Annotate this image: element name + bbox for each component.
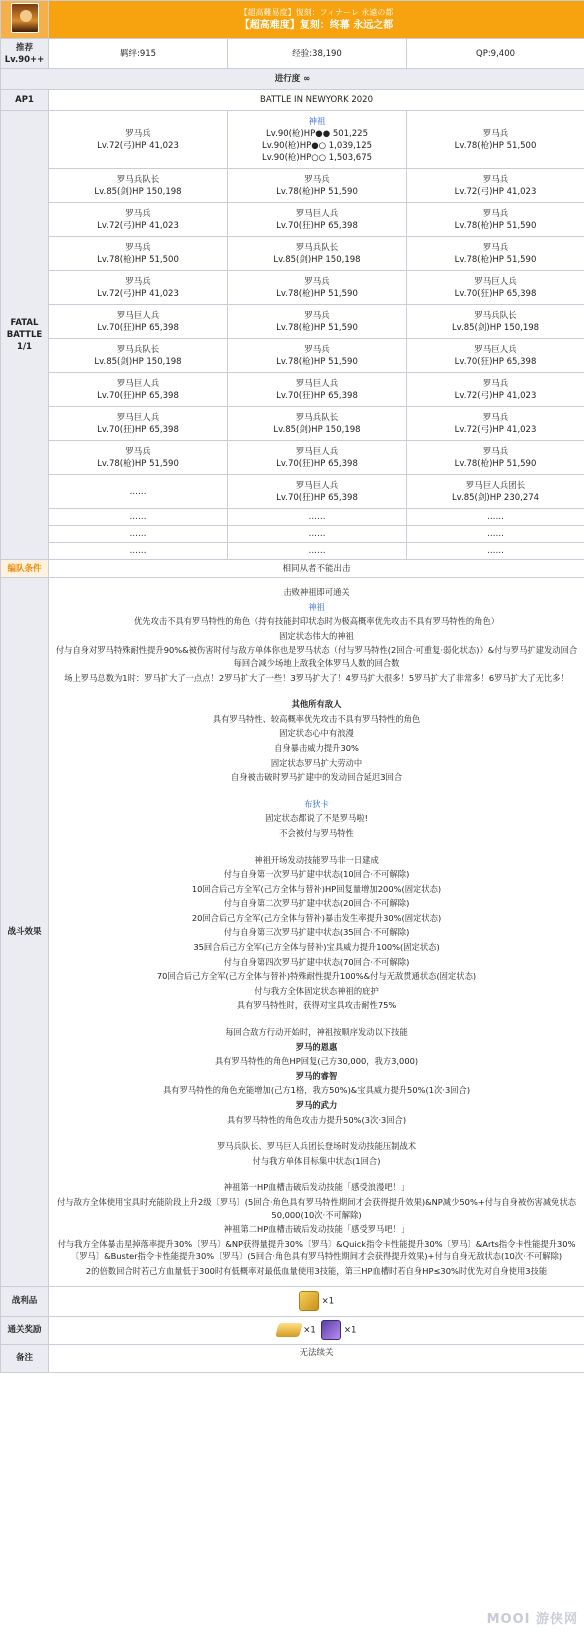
enemy-name: 罗马兵 bbox=[482, 412, 509, 423]
enemy-stats: Lv.78(枪)HP 51,590 bbox=[97, 458, 179, 469]
enemy-name: …… bbox=[129, 486, 147, 497]
enemy-stats: Lv.85(剑)HP 150,198 bbox=[94, 186, 182, 197]
enemy-cell bbox=[49, 441, 228, 475]
effect-line: 付与自身第三次罗马扩建中状态(35回合·不可解除) bbox=[223, 927, 410, 938]
effect-line: 罗马的武力 bbox=[295, 1100, 338, 1110]
progress-row bbox=[1, 69, 584, 90]
enemy-stats: Lv.72(弓)HP 41,023 bbox=[454, 424, 537, 435]
exp-value: 经验:38,190 bbox=[228, 39, 407, 69]
enemy-cell bbox=[407, 203, 584, 237]
recommend-level-label: 推荐 Lv.90++ bbox=[1, 39, 49, 69]
enemy-row bbox=[1, 339, 584, 373]
effect-line: 10回合后己方全军(己方全体与替补)HP回复量增加200%(固定状态) bbox=[191, 883, 442, 894]
placeholder-cell: …… bbox=[228, 509, 407, 526]
enemy-name: 罗马巨人兵 bbox=[295, 446, 339, 457]
enemy-stats: Lv.70(狂)HP 65,398 bbox=[276, 220, 358, 231]
effects-content bbox=[49, 578, 584, 1287]
enemy-name: 罗马兵 bbox=[125, 242, 151, 253]
enemy-row bbox=[1, 203, 584, 237]
enemy-cell bbox=[407, 441, 584, 475]
enemy-cell bbox=[49, 407, 228, 441]
enemy-stats: Lv.78(枪)HP 51,500 bbox=[97, 254, 179, 265]
effect-line: 场上罗马总数为1时：罗马扩大了一点点！2罗马扩大了一些！3罗马扩大了！4罗马扩大很多！5罗马扩大了非常多！6罗马扩大了无比多！ bbox=[64, 672, 569, 683]
enemy-name: 罗马巨人兵 bbox=[474, 276, 517, 287]
enemy-cell bbox=[407, 305, 584, 339]
enemy-name: 罗马巨人兵 bbox=[295, 480, 339, 491]
enemy-cell bbox=[407, 271, 584, 305]
enemy-cell bbox=[49, 169, 228, 203]
effect-line: 自身被击破时罗马扩建中的发动回合延迟3回合 bbox=[230, 772, 403, 783]
effect-spacer bbox=[53, 1128, 580, 1138]
effect-line: 固定状态心中有浪漫 bbox=[279, 728, 354, 739]
placeholder-cell: …… bbox=[49, 509, 228, 526]
enemy-name: 罗马兵 bbox=[125, 208, 151, 219]
formation-value: 相同从者不能出击 bbox=[49, 560, 584, 578]
enemy-cell bbox=[228, 373, 407, 407]
enemy-name: 罗马兵队长 bbox=[116, 174, 160, 185]
info-row bbox=[1, 39, 584, 69]
enemy-stats: Lv.70(狂)HP 65,398 bbox=[454, 356, 537, 367]
enemy-stats: Lv.72(弓)HP 41,023 bbox=[454, 390, 537, 401]
enemy-name: 罗马兵队长 bbox=[116, 344, 160, 355]
header-row bbox=[1, 1, 584, 39]
effect-line: 具有罗马特性时，获得对宝具攻击耐性75% bbox=[236, 1000, 397, 1011]
effect-line: 付与我方单体目标集中状态(1回合) bbox=[252, 1155, 381, 1166]
effect-line: 20回合后己方全军(己方全体与替补)暴击发生率提升30%(固定状态) bbox=[191, 912, 442, 923]
effect-line: 35回合后己方全军(己方全体与替补)宝具威力提升100%(固定状态) bbox=[193, 942, 440, 953]
rewards-value bbox=[49, 1316, 584, 1344]
placeholder-row bbox=[1, 526, 584, 543]
enemy-name: 罗马兵 bbox=[304, 344, 330, 355]
enemy-row bbox=[1, 407, 584, 441]
effect-line: 具有罗马特性的角色攻击力提升50%(3次·3回合) bbox=[226, 1114, 407, 1125]
effect-spacer bbox=[53, 842, 580, 852]
quest-title-cell bbox=[49, 1, 584, 39]
effect-spacer bbox=[53, 1169, 580, 1179]
enemy-stats: Lv.72(弓)HP 41,023 bbox=[97, 288, 179, 299]
battle-name: BATTLE IN NEWYORK 2020 bbox=[49, 90, 584, 111]
ap-row bbox=[1, 90, 584, 111]
effect-line: 付与我方全体暴击星掉落率提升30%〔罗马〕&NP获得量提升30%〔罗马〕&Quick指令卡性能提升30%〔罗马〕&Arts指令卡性能提升30%〔罗马〕&Buster指令卡性能提升30%〔罗马〕(5回合·角色具有罗马特性期间才会获得提升效果)+付与自身无敌状态(10次·不可解除) bbox=[57, 1238, 576, 1262]
enemy-row bbox=[1, 373, 584, 407]
effect-line: 击败神祖即可通关 bbox=[283, 587, 350, 597]
enemy-cell bbox=[228, 305, 407, 339]
qp-value: QP:9,400 bbox=[407, 39, 584, 69]
enemy-name: 罗马兵 bbox=[482, 174, 509, 185]
enemy-stats: Lv.72(弓)HP 41,023 bbox=[454, 186, 537, 197]
fatal-battle-label: FATAL BATTLE 1/1 bbox=[1, 111, 49, 560]
placeholder-cell: …… bbox=[49, 526, 228, 543]
enemy-stats: Lv.78(枪)HP 51,590 bbox=[276, 186, 358, 197]
enemy-stats: Lv.78(枪)HP 51,590 bbox=[276, 322, 358, 333]
enemy-stats: Lv.70(狂)HP 65,398 bbox=[276, 492, 358, 503]
enemy-cell bbox=[49, 373, 228, 407]
effect-line: 付与自身第二次罗马扩建中状态(20回合·不可解除) bbox=[223, 898, 410, 909]
enemy-row bbox=[1, 169, 584, 203]
enemy-cell bbox=[228, 271, 407, 305]
effect-line: 具有罗马特性的角色HP回复(己方30,000，我方3,000) bbox=[214, 1056, 419, 1067]
effect-line: 70回合后己方全军(己方全体与替补)特殊耐性提升100%&付与无敌贯通状态(固定状态) bbox=[156, 971, 477, 982]
effect-spacer bbox=[53, 1014, 580, 1024]
effect-line: 罗马兵队长、罗马巨人兵团长登场时发动技能压制战术 bbox=[216, 1141, 417, 1152]
drops-value bbox=[49, 1286, 584, 1316]
enemy-name: 罗马巨人兵团长 bbox=[465, 480, 526, 491]
bond-value: 羁绊:915 bbox=[49, 39, 228, 69]
enemy-name: 罗马巨人兵 bbox=[116, 412, 160, 423]
enemy-name: 罗马兵 bbox=[482, 242, 509, 253]
effect-line: 不会被付与罗马特性 bbox=[279, 827, 354, 838]
enemy-stats: Lv.78(枪)HP 51,590 bbox=[276, 288, 358, 299]
enemy-cell bbox=[228, 203, 407, 237]
enemy-stats: Lv.85(剑)HP 150,198 bbox=[273, 254, 361, 265]
quest-title-jp: 【超高難易度】復刻：フィナーレ 永遠の都 bbox=[239, 7, 394, 17]
enemy-name: 罗马巨人兵 bbox=[474, 344, 517, 355]
enemy-stats: Lv.70(狂)HP 65,398 bbox=[97, 322, 179, 333]
enemy-stats: Lv.72(弓)HP 41,023 bbox=[97, 140, 179, 151]
enemy-cell bbox=[407, 237, 584, 271]
enemy-cell bbox=[228, 111, 407, 169]
reward-count-2: ×1 bbox=[343, 1325, 357, 1336]
enemy-name: 罗马兵 bbox=[125, 128, 151, 139]
effect-spacer bbox=[53, 786, 580, 796]
enemy-stats: Lv.85(剑)HP 150,198 bbox=[94, 356, 182, 367]
effect-line: 罗马的恩惠 bbox=[295, 1041, 338, 1052]
effect-line: 付与自身第四次罗马扩建中状态(70回合·不可解除) bbox=[223, 956, 410, 967]
placeholder-cell: …… bbox=[407, 509, 584, 526]
enemy-name: 罗马巨人兵 bbox=[116, 378, 160, 389]
effect-line: 具有罗马特性的角色充能增加(己方1格，我方50%)&宝具威力提升50%(1次·3回合) bbox=[162, 1085, 471, 1096]
enemy-stats: Lv.70(狂)HP 65,398 bbox=[97, 390, 179, 401]
enemy-stats: Lv.78(枪)HP 51,500 bbox=[454, 140, 537, 151]
effect-line: 神祖 bbox=[308, 601, 325, 612]
enemy-name: 罗马兵 bbox=[482, 378, 509, 389]
enemy-cell bbox=[228, 475, 407, 509]
effect-line: 神祖第二HP血槽击破后发动技能「感受罗马吧！」 bbox=[223, 1224, 410, 1235]
gold-material-icon bbox=[299, 1291, 319, 1311]
quest-title-cn: 【超高难度】复刻：终幕 永远之都 bbox=[239, 19, 394, 31]
drops-label: 战利品 bbox=[1, 1286, 49, 1316]
enemy-stats: Lv.70(狂)HP 65,398 bbox=[454, 288, 537, 299]
enemy-cell bbox=[407, 373, 584, 407]
enemy-stats: Lv.78(枪)HP 51,590 bbox=[276, 356, 358, 367]
notes-value: 无法续关 bbox=[49, 1344, 584, 1372]
effect-line: 布狄卡 bbox=[304, 798, 329, 809]
enemy-row bbox=[1, 475, 584, 509]
enemy-name: 罗马巨人兵 bbox=[295, 378, 339, 389]
enemy-cell bbox=[49, 271, 228, 305]
servant-portrait-cell bbox=[1, 1, 49, 39]
enemy-name: 罗马兵 bbox=[125, 276, 151, 287]
formation-label: 编队条件 bbox=[1, 560, 49, 578]
enemy-cell bbox=[407, 111, 584, 169]
enemy-row bbox=[1, 111, 584, 169]
enemy-name: 罗马巨人兵 bbox=[116, 310, 160, 321]
rewards-label: 通关奖励 bbox=[1, 1316, 49, 1344]
enemy-row bbox=[1, 237, 584, 271]
enemy-stats: Lv.90(枪)HP●○ 1,039,125 bbox=[261, 140, 373, 151]
effect-line: 神祖开场发动技能罗马非一日建成 bbox=[254, 854, 379, 865]
placeholder-row bbox=[1, 509, 584, 526]
effect-line: 其他所有敌人 bbox=[291, 699, 342, 710]
effect-line: 具有罗马特性、较高概率优先攻击不具有罗马特性的角色 bbox=[212, 713, 421, 724]
rewards-row bbox=[1, 1316, 584, 1344]
effects-row bbox=[1, 578, 584, 1287]
enemy-row bbox=[1, 271, 584, 305]
effect-line: 固定状态都说了不是罗马啦! bbox=[265, 813, 368, 824]
notes-label: 备注 bbox=[1, 1344, 49, 1372]
effect-line: 固定状态罗马扩大劳动中 bbox=[270, 757, 363, 768]
effect-line: 付与敌方全体使用宝具时充能阶段上升2级〔罗马〕(5回合·角色具有罗马特性期间才会获得提升效果)&NP减少50%+付与自身被伤害减免状态50,000(10次·不可解除) bbox=[56, 1196, 577, 1220]
enemy-stats: Lv.72(弓)HP 41,023 bbox=[97, 220, 179, 231]
ap-label: AP1 bbox=[1, 90, 49, 111]
enemy-stats: Lv.90(枪)HP○○ 1,503,675 bbox=[261, 152, 373, 163]
placeholder-row bbox=[1, 543, 584, 560]
enemy-name: 罗马兵队长 bbox=[295, 242, 339, 253]
enemy-cell bbox=[228, 407, 407, 441]
effect-line: 2的倍数回合时若己方血量低于300时有低概率对最低血量使用3技能，第三HP血槽时若自身HP≤30%时优先对自身使用3技能 bbox=[85, 1265, 548, 1276]
enemy-cell bbox=[49, 305, 228, 339]
enemy-cell bbox=[228, 169, 407, 203]
placeholder-cell: …… bbox=[407, 543, 584, 560]
progress-label: 进行度 ∞ bbox=[1, 69, 584, 90]
placeholder-cell: …… bbox=[228, 543, 407, 560]
placeholder-cell: …… bbox=[228, 526, 407, 543]
enemy-cell bbox=[228, 441, 407, 475]
enemy-stats: Lv.78(枪)HP 51,590 bbox=[454, 458, 537, 469]
drops-count: ×1 bbox=[321, 1296, 335, 1307]
formation-row bbox=[1, 560, 584, 578]
enemy-cell bbox=[49, 475, 228, 509]
enemy-name: 罗马兵 bbox=[304, 310, 330, 321]
enemy-cell bbox=[407, 407, 584, 441]
enemy-cell bbox=[407, 169, 584, 203]
servant-portrait-icon bbox=[11, 3, 39, 33]
enemy-cell bbox=[49, 203, 228, 237]
enemy-stats: Lv.90(枪)HP●● 501,225 bbox=[266, 128, 368, 139]
enemy-cell bbox=[407, 339, 584, 373]
enemy-cell bbox=[228, 339, 407, 373]
enemy-name: 神祖 bbox=[308, 116, 326, 127]
effects-label: 战斗效果 bbox=[1, 578, 49, 1287]
effect-line: 固定状态伟大的神祖 bbox=[279, 630, 354, 641]
enemy-stats: Lv.85(剑)HP 230,274 bbox=[451, 492, 540, 503]
enemy-cell bbox=[49, 111, 228, 169]
effect-line: 每回合敌方行动开始时，神祖按顺序发动以下技能 bbox=[225, 1027, 408, 1038]
reward-count-1: ×1 bbox=[303, 1325, 316, 1336]
placeholder-cell: …… bbox=[49, 543, 228, 560]
enemy-name: 罗马兵 bbox=[304, 174, 330, 185]
enemy-name: 罗马巨人兵 bbox=[295, 208, 339, 219]
enemy-name: 罗马兵 bbox=[482, 446, 509, 457]
enemy-stats: Lv.78(枪)HP 51,590 bbox=[454, 254, 537, 265]
enemy-name: 罗马兵 bbox=[125, 446, 151, 457]
enemy-stats: Lv.70(狂)HP 65,398 bbox=[97, 424, 179, 435]
enemy-cell bbox=[407, 475, 584, 509]
enemy-stats: Lv.78(枪)HP 51,590 bbox=[454, 220, 537, 231]
enemy-cell bbox=[228, 237, 407, 271]
enemy-cell bbox=[49, 237, 228, 271]
enemy-name: 罗马兵队长 bbox=[474, 310, 517, 321]
effect-spacer bbox=[53, 686, 580, 696]
watermark: MOOI 游侠网 bbox=[486, 1611, 578, 1627]
enemy-name: 罗马兵 bbox=[482, 128, 509, 139]
effect-line: 优先攻击不具有罗马特性的角色（持有技能封印状态时为极高概率优先攻击不具有罗马特性的角色） bbox=[133, 616, 500, 627]
enemy-stats: Lv.70(狂)HP 65,398 bbox=[276, 390, 358, 401]
effect-line: 神祖第一HP血槽击破后发动技能「感受浪漫吧！」 bbox=[223, 1182, 410, 1193]
effect-line: 付与自身对罗马特殊耐性提升90%&被伤害时付与敌方单体你也是罗马状态（付与罗马特性(2回合·可重复·弱化状态)）&付与罗马扩建发动回合每回合减少场地上敌我全体罗马人数的回合数 bbox=[55, 645, 578, 668]
enemy-name: 罗马兵 bbox=[304, 276, 330, 287]
enemy-row bbox=[1, 441, 584, 475]
effect-line: 付与我方全体固定状态神祖的庇护 bbox=[254, 985, 379, 996]
enemy-stats: Lv.85(剑)HP 150,198 bbox=[451, 322, 540, 333]
enemy-waves bbox=[1, 111, 584, 560]
drops-row bbox=[1, 1286, 584, 1316]
placeholder-cell: …… bbox=[407, 526, 584, 543]
enemy-stats: Lv.70(狂)HP 65,398 bbox=[276, 458, 358, 469]
gold-ingot-icon bbox=[275, 1323, 303, 1337]
enemy-name: 罗马兵队长 bbox=[295, 412, 339, 423]
enemy-name: 罗马兵 bbox=[482, 208, 509, 219]
effect-line: 付与自身第一次罗马扩建中状态(10回合·不可解除) bbox=[223, 869, 410, 880]
enemy-stats: Lv.85(剑)HP 150,198 bbox=[273, 424, 361, 435]
effect-line: 罗马的睿智 bbox=[295, 1070, 338, 1081]
enemy-row bbox=[1, 305, 584, 339]
notes-row bbox=[1, 1344, 584, 1372]
purple-crystal-icon bbox=[321, 1320, 341, 1340]
effect-line: 自身暴击威力提升30% bbox=[274, 742, 359, 753]
enemy-cell bbox=[49, 339, 228, 373]
